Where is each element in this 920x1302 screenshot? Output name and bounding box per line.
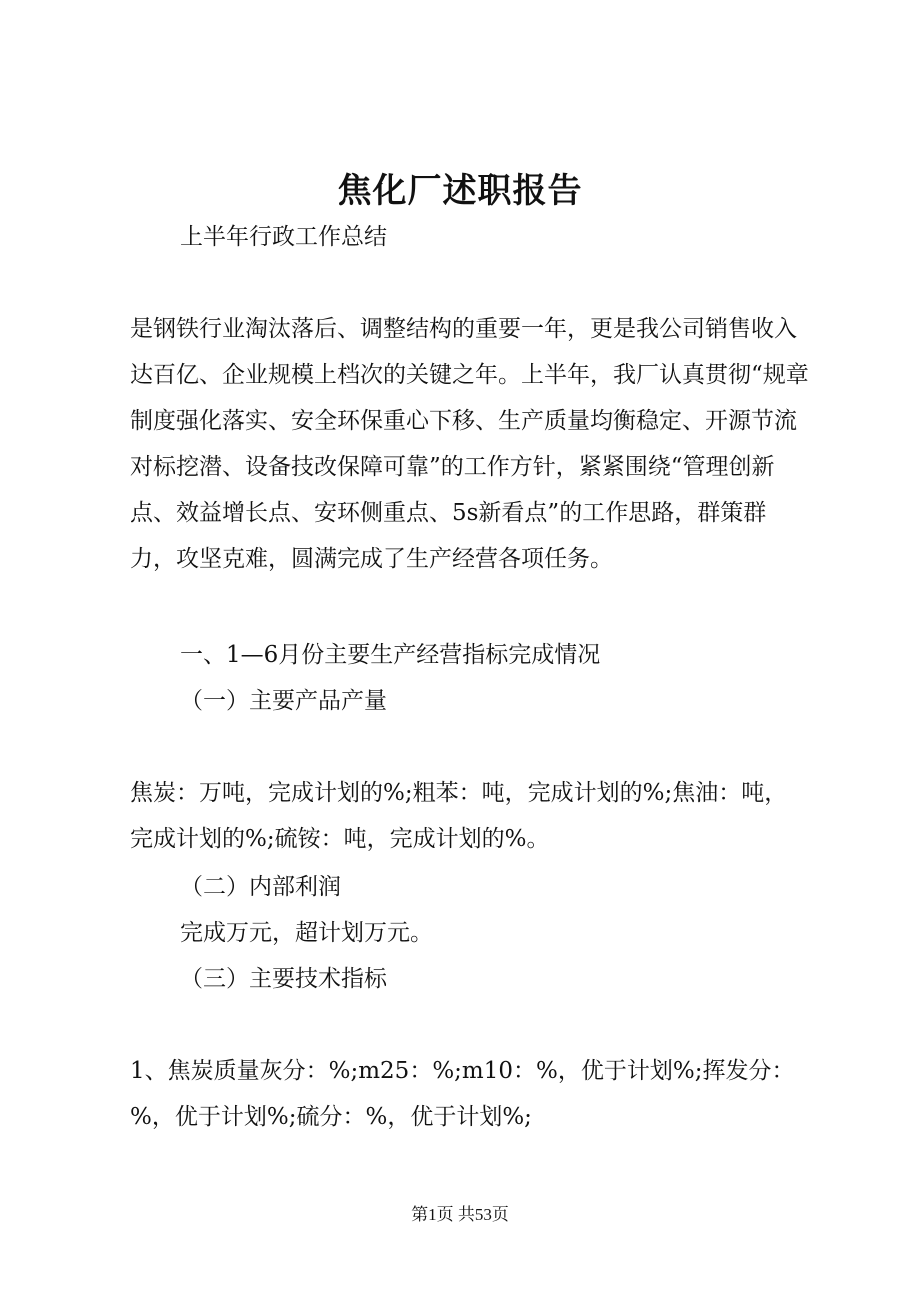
section-1-heading: 一、1—6月份主要生产经营指标完成情况 xyxy=(180,642,601,668)
subsection-3-item-1: 1、焦炭质量灰分：%;m25：%;m10：%，优于计划%;挥发分：%，优于计划%;硫分：%，优于计划%; xyxy=(130,1058,795,1130)
document-subtitle: 上半年行政工作总结 xyxy=(180,224,387,250)
intro-paragraph: 是钢铁行业淘汰落后、调整结构的重要一年，更是我公司销售收入达百亿、企业规模上档次的关键之年。上半年，我厂认真贯彻“规章制度强化落实、安全环保重心下移、生产质量均衡稳定、开源节流对标挖潜、设备技改保障可靠”的工作方针，紧紧围绕“管理创新点、效益增长点、安环侧重点、5s新看点”的工作思路，群策群力，攻坚克难，圆满完成了生产经营各项任务。 xyxy=(130,316,809,572)
subsection-1-text: 焦炭：万吨，完成计划的%;粗苯：吨，完成计划的%;焦油：吨，完成计划的%;硫铵：吨，完成计划的%。 xyxy=(130,780,788,852)
subsection-1-heading: （一）主要产品产量 xyxy=(180,688,387,714)
subsection-2-heading: （二）内部利润 xyxy=(180,874,341,900)
page-number: 第1页 共53页 xyxy=(411,1205,509,1224)
subsection-3-heading: （三）主要技术指标 xyxy=(180,966,387,992)
subsection-2-text: 完成万元，超计划万元。 xyxy=(180,920,433,946)
document-title: 焦化厂述职报告 xyxy=(337,171,583,211)
